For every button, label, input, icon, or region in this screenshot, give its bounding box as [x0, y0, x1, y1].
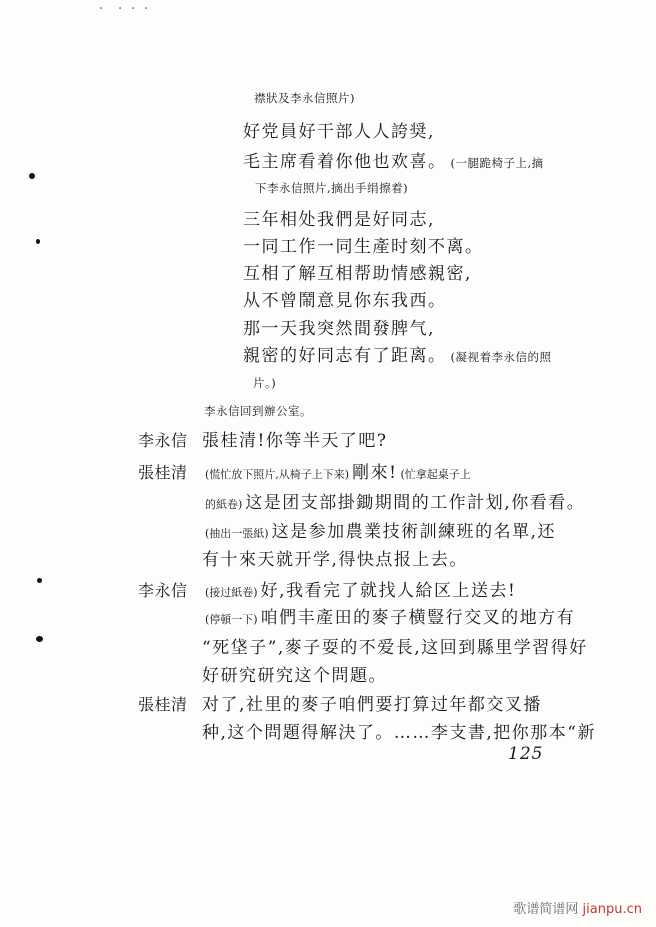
- dialogue-line: [138, 603, 575, 628]
- top-fragment: ・ ・・・: [96, 4, 155, 15]
- stage-line: 下李永信照片,摘出手绢擦着): [255, 181, 409, 195]
- margin-mark: [36, 636, 43, 642]
- stage-line: 三年相处我們是好同志,: [243, 210, 435, 230]
- dialogue-text: 对了,社里的麥子咱們要打算过年都交叉播: [202, 695, 542, 715]
- stage-line: 好党員好干部人人誇奨,: [243, 122, 435, 142]
- stage-line: 片。): [253, 376, 277, 390]
- verse-text: 親密的好同志有了距离。: [243, 346, 447, 366]
- stage-note: (停頓一下): [205, 613, 258, 626]
- speaker-name: 張桂清: [138, 463, 188, 482]
- stage-note: (慌忙放下照片,从椅子上下来): [205, 468, 350, 481]
- dialogue-text: 这是参加農業技術訓練班的名單,还: [271, 522, 556, 542]
- speaker-name: 張桂清: [138, 695, 188, 714]
- stage-line: 襟狀及李永信照片): [254, 91, 355, 105]
- stage-line: [243, 147, 544, 172]
- watermark-url: jianpu.cn: [582, 902, 642, 917]
- stage-line: [243, 341, 552, 366]
- dialogue-text: 有十來天就开学,得快点报上去。: [202, 550, 468, 570]
- stage-note: (凝视着李永信的照: [450, 350, 552, 364]
- margin-mark: [36, 239, 40, 244]
- stage-note: (抽出一張紙): [205, 527, 269, 540]
- dialogue-text: 咱們丰產田的麥子横豎行交叉的地方有: [260, 608, 576, 628]
- dialogue-line: [138, 690, 542, 715]
- stage-line: 一同工作一同生產时刻不离。: [243, 237, 484, 257]
- dialogue-text: 好研究研究这个問題。: [202, 666, 387, 686]
- margin-mark: [37, 578, 42, 583]
- dialogue-line: [138, 517, 556, 542]
- verse-text: 毛主席看着你他也欢喜。: [243, 152, 447, 172]
- margin-mark: [29, 173, 35, 179]
- dialogue-line: [138, 718, 596, 743]
- stage-line: 李永信回到辦公室。: [204, 404, 312, 418]
- speaker-name: 李永信: [138, 431, 188, 450]
- dialogue-line: [138, 458, 474, 483]
- dialogue-line: [138, 576, 516, 601]
- dialogue-line: [138, 488, 585, 513]
- stage-line: 从不曾鬧意見你东我西。: [243, 291, 447, 311]
- stage-note: 的紙卷): [205, 498, 243, 511]
- dialogue-text: 这是团支部掛鋤期間的工作計划,你看看。: [245, 493, 586, 513]
- dialogue-text: “死垡子”,麥子耍的不爱長,这回到縣里学習得好: [202, 638, 588, 658]
- dialogue-line: [138, 426, 387, 451]
- dialogue-line: [138, 661, 387, 686]
- watermark: [513, 898, 642, 917]
- dialogue-text: 剛來!: [352, 463, 398, 483]
- dialogue-line: [138, 633, 588, 658]
- stage-line: 那一天我突然間發脾气,: [243, 319, 435, 339]
- watermark-text: 歌谱简谱网: [513, 902, 579, 917]
- stage-line: 互相了解互相帮助情感親密,: [243, 264, 472, 284]
- page-number: 125: [508, 744, 544, 764]
- stage-note: (忙拿起桌子上: [400, 468, 471, 481]
- stage-note: (接过紙卷): [205, 586, 258, 599]
- stage-note: (一腿跪椅子上,摘: [450, 156, 544, 170]
- dialogue-text: 張桂清!你等半天了吧?: [202, 431, 388, 451]
- dialogue-text: 种,这个問題得解決了。……李支書,把你那本“新: [202, 723, 596, 743]
- speaker-name: 李永信: [138, 581, 188, 600]
- dialogue-line: [138, 545, 468, 570]
- dialogue-text: 好,我看完了就找人給区上送去!: [260, 581, 517, 601]
